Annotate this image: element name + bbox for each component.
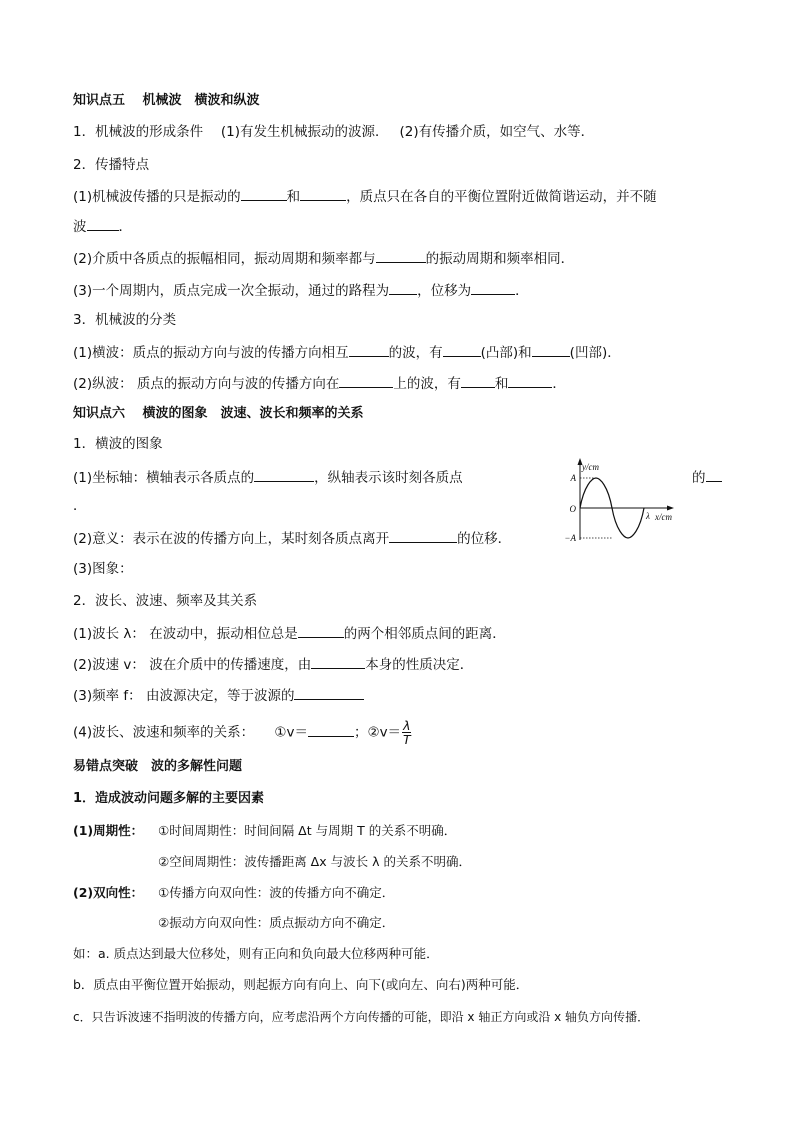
frequency-def: (3)频率 f： 由波源决定，等于波源的 [73,685,364,705]
lambda-over-t-fraction: $\frac{\lambda}{T}$ [402,718,411,747]
wavelength-def: (1)波长 λ： 在波动中，振动相位总是 的两个相邻质点间的距离． [73,623,506,643]
transverse-wave-def: (1)横波：质点的振动方向与波的传播方向相互 的波，有 (凸部)和 (凹部)． [73,342,621,362]
amplitude-label-top: A [570,473,576,483]
propagation-item-1-cont: 波 ． [73,216,132,236]
propagation-item-2: (2)介质中各质点的振幅相同，振动周期和频率都与 的振动周期和频率相同． [73,248,574,268]
graph-label: (3)图象： [73,561,133,577]
axes-description-tail: 的 [692,467,722,487]
blank [254,467,314,482]
periodicity-label: (1)周期性： [73,823,144,838]
longitudinal-wave-def: (2)纵波： 质点的振动方向与波的传播方向在 上的波，有 和 ． [73,373,566,393]
blank [308,722,354,737]
speed-relation: (4)波长、波速和频率的关系： ①v＝ ；②v＝ $\frac{\lambda}{T}$ [73,718,411,747]
blank [87,216,119,231]
x-axis-arrow [667,506,674,511]
y-axis-label: y/cm [582,462,599,472]
example-b: b．质点由平衡位置开始振动，则起振方向有向上、向下(或向左、向右)两种可能． [73,977,529,992]
propagation-bidirectionality: ①传播方向双向性：波的传播方向不确定． [158,885,395,900]
wave-graph-heading: 1．横波的图象 [73,436,163,452]
blank [311,654,365,669]
propagation-heading: 2．传播特点 [73,157,150,173]
graph-meaning: (2)意义：表示在波的传播方向上，某时刻各质点离开 的位移． [73,528,511,548]
bidirectionality-label: (2)双向性： [73,885,144,900]
blank [376,248,426,263]
propagation-item-1: (1)机械波传播的只是振动的 和 ，质点只在各自的平衡位置附近做简谐运动，并不随 [73,186,657,206]
example-a: 如：a. 质点达到最大位移处，则有正向和负向最大位移两种可能． [73,946,439,961]
axes-description: (1)坐标轴：横轴表示各质点的 ，纵轴表示该时刻各质点 [73,467,463,487]
blank [389,280,417,295]
axes-description-end: ． [73,498,87,514]
blank [294,685,364,700]
example-c: c．只告诉波速不指明波的传播方向，应考虑沿两个方向传播的可能，即沿 x 轴正方向或沿 x 轴负方向传播． [73,1010,650,1024]
amplitude-label-bottom: −A [564,533,576,543]
vibration-bidirectionality: ②振动方向双向性：质点振动方向不确定． [158,915,395,930]
blank [471,280,515,295]
blank [300,186,346,201]
relation-heading: 2．波长、波速、频率及其关系 [73,593,258,609]
section-7-title: 易错点突破 波的多解性问题 [73,759,243,774]
blank [461,373,495,388]
origin-label: O [569,504,576,514]
x-axis-label: x/cm [655,512,672,522]
transverse-wave-diagram [556,456,686,546]
section-6-title: 知识点六 横波的图象 波速、波长和频率的关系 [73,406,364,421]
blank [389,528,457,543]
blank [508,373,552,388]
wave-speed-def: (2)波速 v： 波在介质中的传播速度，由 本身的性质决定． [73,654,473,674]
section-5-title: 知识点五 机械波 横波和纵波 [73,93,260,108]
blank [443,342,481,357]
multi-solution-factors-heading: 1．造成波动问题多解的主要因素 [73,791,265,806]
wavelength-label: λ [646,511,650,521]
blank [298,623,344,638]
propagation-item-3: (3)一个周期内，质点完成一次全振动，通过的路程为 ，位移为 ． [73,280,529,300]
blank [706,467,722,482]
classification-heading: 3．机械波的分类 [73,312,177,328]
space-periodicity: ②空间周期性：波传播距离 Δx 与波长 λ 的关系不明确． [158,854,471,869]
blank [339,373,393,388]
blank [532,342,570,357]
blank [349,342,389,357]
blank [241,186,287,201]
time-periodicity: ①时间周期性：时间间隔 Δt 与周期 T 的关系不明确． [158,823,457,838]
formation-conditions: 1．机械波的形成条件 (1)有发生机械振动的波源． (2)有传播介质，如空气、水等． [73,124,595,140]
